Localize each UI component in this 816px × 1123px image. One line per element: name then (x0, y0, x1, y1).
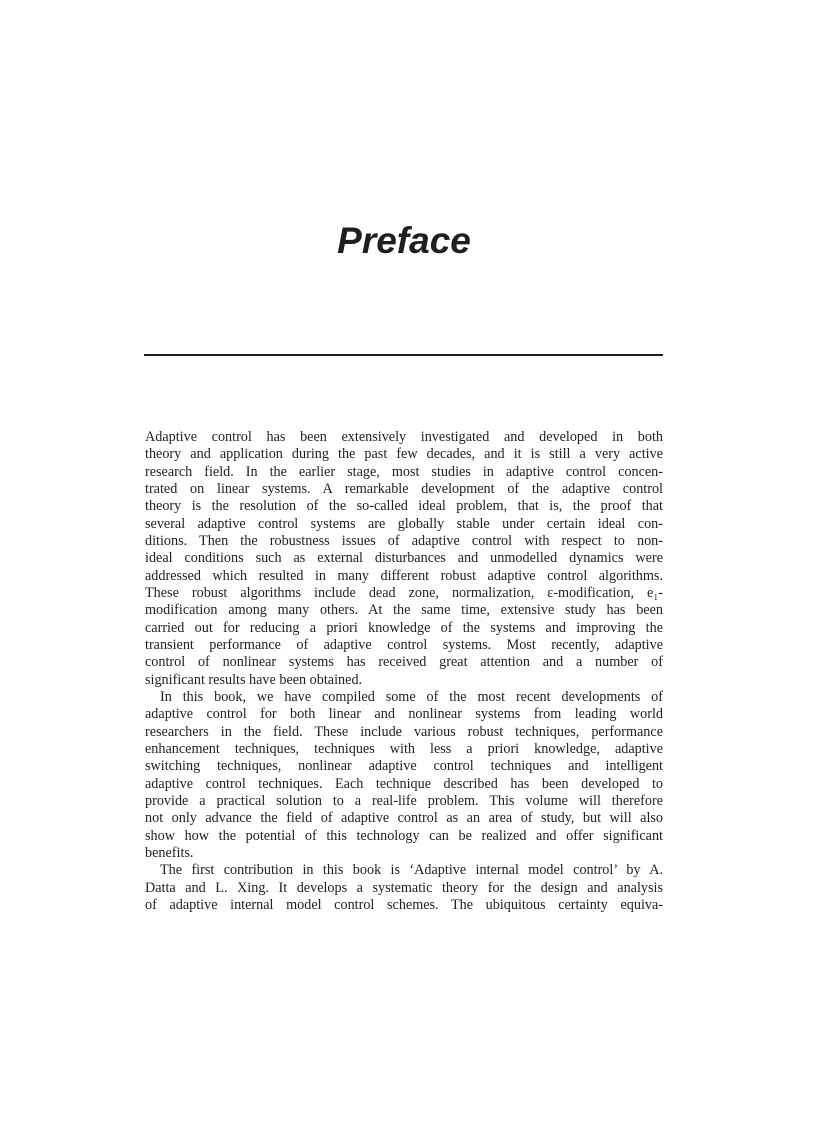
text-line: theory is the resolution of the so-called ideal problem, that is, the proof that (145, 498, 663, 515)
text-line: Adaptive control has been extensively investigated and developed in both (145, 429, 663, 445)
text-line: carried out for reducing a priori knowledge of the systems and improving the (145, 619, 663, 636)
paragraph (145, 862, 663, 914)
text-line: trated on linear systems. A remarkable development of the adaptive control (145, 480, 663, 497)
text-line: adaptive control for both linear and nonlinear systems from leading world (145, 706, 663, 723)
paragraph (145, 429, 663, 689)
text-line: benefits. (145, 844, 194, 861)
text-line: theory and application during the past few decades, and it is still a very active (145, 446, 663, 463)
text-line: several adaptive control systems are globally stable under certain ideal con- (145, 515, 663, 532)
text-line: adaptive control techniques. Each technique described has been developed to (145, 775, 663, 792)
text-line: enhancement techniques, techniques with less a priori knowledge, adaptive (145, 740, 663, 757)
text-line: significant results have been obtained. (145, 671, 363, 688)
text-line: researchers in the field. These include various robust techniques, performance (145, 723, 663, 740)
text-line: provide a practical solution to a real-life problem. This volume will therefore (145, 792, 663, 809)
text-line: In this book, we have compiled some of the most recent developments of (160, 688, 663, 705)
page-title: Preface (337, 220, 471, 261)
text-line: ditions. Then the robustness issues of adaptive control with respect to non- (145, 532, 663, 549)
text-line: Datta and L. Xing. It develops a systematic theory for the design and analysis (145, 879, 663, 896)
text-line: control of nonlinear systems has received great attention and a number of (145, 654, 663, 671)
text-line: The first contribution in this book is ‘Adaptive internal model control’ by A. (160, 862, 663, 879)
text-line: modification among many others. At the same time, extensive study has been (145, 602, 663, 619)
text-line: These robust algorithms include dead zone, normalization, ε-modification, e₁- (145, 584, 663, 601)
text-line: switching techniques, nonlinear adaptive control techniques and intelligent (145, 758, 663, 775)
text-line: of adaptive internal model control schemes. The ubiquitous certainty equiva- (145, 896, 663, 913)
preface-body (145, 429, 663, 914)
text-line: show how the potential of this technology can be realized and offer significant (145, 827, 663, 844)
paragraph (145, 689, 663, 862)
text-line: research field. In the earlier stage, most studies in adaptive control concen- (145, 463, 663, 480)
text-line: ideal conditions such as external disturbances and unmodelled dynamics were (145, 550, 663, 567)
text-line: addressed which resulted in many different robust adaptive control algorithms. (145, 567, 663, 584)
horizontal-divider (144, 354, 663, 356)
text-line: transient performance of adaptive control systems. Most recently, adaptive (145, 636, 663, 653)
text-line: not only advance the field of adaptive control as an area of study, but will also (145, 810, 663, 827)
